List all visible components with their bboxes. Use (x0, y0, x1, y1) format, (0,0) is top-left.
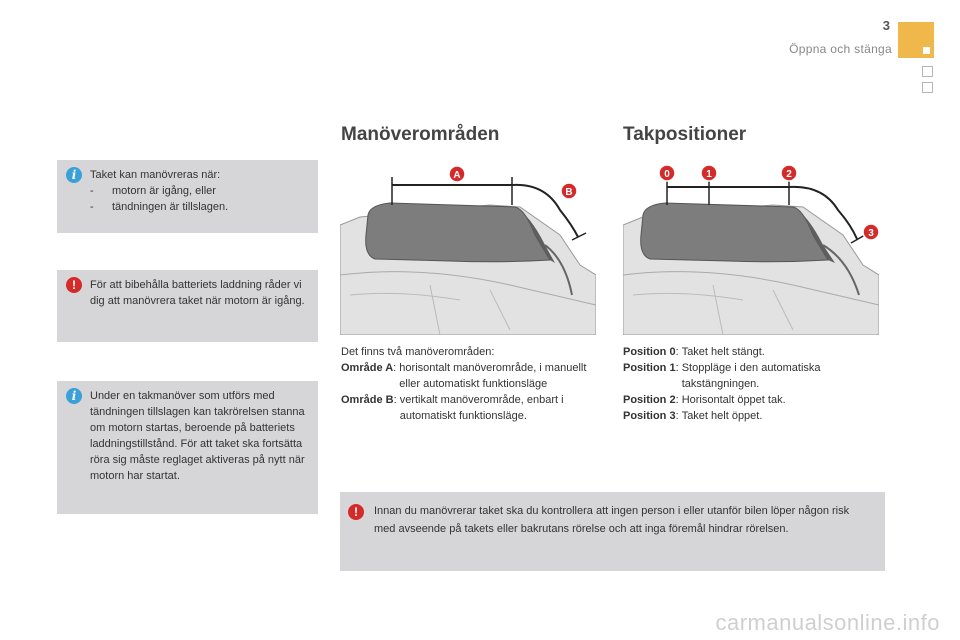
position-text: Taket helt öppet. (681, 410, 763, 422)
position-sep: : (675, 362, 682, 374)
position-sep: : (675, 394, 682, 406)
position-item (623, 344, 873, 360)
bullet-dash: - (90, 185, 94, 197)
note-box-1 (57, 160, 318, 233)
area-key: Område A (341, 362, 394, 374)
area-key: Område B (341, 394, 394, 406)
warning-icon: ! (66, 277, 82, 293)
area-item (341, 360, 603, 392)
note-2-text: För att bibehålla batteriets laddning råder vi dig att manövrera taket när motorn är igång. (90, 279, 305, 307)
position-3-label: 3 (868, 228, 874, 239)
note-box-2 (57, 270, 318, 342)
info-icon: i (66, 167, 82, 183)
position-text: Taket helt stängt. (681, 346, 765, 358)
info-icon: i (66, 388, 82, 404)
position-item (623, 360, 873, 392)
position-key: Position 1 (623, 362, 676, 374)
position-text: Horisontalt öppet tak. (681, 394, 786, 406)
chapter-tab[interactable] (898, 22, 934, 58)
nav-square-1[interactable] (922, 66, 933, 77)
area-sep: : (393, 394, 400, 406)
position-item (623, 408, 873, 424)
bottom-warning-box (340, 492, 885, 571)
bullet-text: tändningen är tillslagen. (112, 201, 229, 213)
areas-description (341, 344, 603, 424)
position-text: Stoppläge i den automatiska takstängningen. (681, 362, 821, 390)
note-box-3 (57, 381, 318, 514)
position-sep: : (675, 410, 682, 422)
position-0-label: 0 (664, 169, 670, 180)
bullet-dash: - (90, 201, 94, 213)
positions-title: Takpositioner (623, 124, 747, 145)
position-key: Position 0 (623, 346, 676, 358)
positions-illustration (623, 165, 879, 335)
area-sep: : (393, 362, 400, 374)
bullet-text: motorn är igång, eller (112, 185, 216, 197)
area-item (341, 392, 603, 424)
chapter-title: Öppna och stänga (789, 42, 892, 56)
warning-icon: ! (348, 504, 364, 520)
positions-description (623, 344, 873, 424)
area-text: vertikalt manöverområde, enbart i automatiskt funktionsläge. (399, 394, 564, 422)
area-b-label: B (565, 187, 573, 198)
position-1-label: 1 (706, 169, 712, 180)
note-1-bullet (90, 183, 308, 199)
note-3-text: Under en takmanöver som utförs med tändningen tillslagen kan takrörelsen stanna om motorn startas, beroende på batteriets laddningstillstånd. För att taket ska fortsätta röra sig måste reglaget aktiveras på nytt när motorn har startat. (90, 390, 305, 482)
tab-square-icon (923, 47, 930, 54)
nav-square-2[interactable] (922, 82, 933, 93)
areas-title: Manöverområden (341, 124, 500, 145)
watermark: carmanualsonline.info (715, 610, 940, 635)
position-2-label: 2 (786, 169, 792, 180)
position-item (623, 392, 873, 408)
area-text: horisontalt manöverområde, i manuellt eller automatiskt funktionsläge (399, 362, 587, 390)
position-key: Position 2 (623, 394, 676, 406)
note-1-bullet (90, 199, 308, 215)
bottom-warning-text: Innan du manövrerar taket ska du kontrollera att ingen person i eller utanför bilen löper någon risk med avseende på takets eller bakrutans rörelse och att inga föremål hindrar rörelsen. (374, 505, 850, 535)
position-key: Position 3 (623, 410, 676, 422)
areas-intro: Det finns två manöverområden: (341, 346, 495, 358)
page-number: 3 (882, 18, 890, 33)
note-1-intro: Taket kan manövreras när: (90, 169, 221, 181)
position-sep: : (675, 346, 682, 358)
area-a-label: A (453, 170, 461, 181)
areas-illustration (340, 165, 596, 335)
